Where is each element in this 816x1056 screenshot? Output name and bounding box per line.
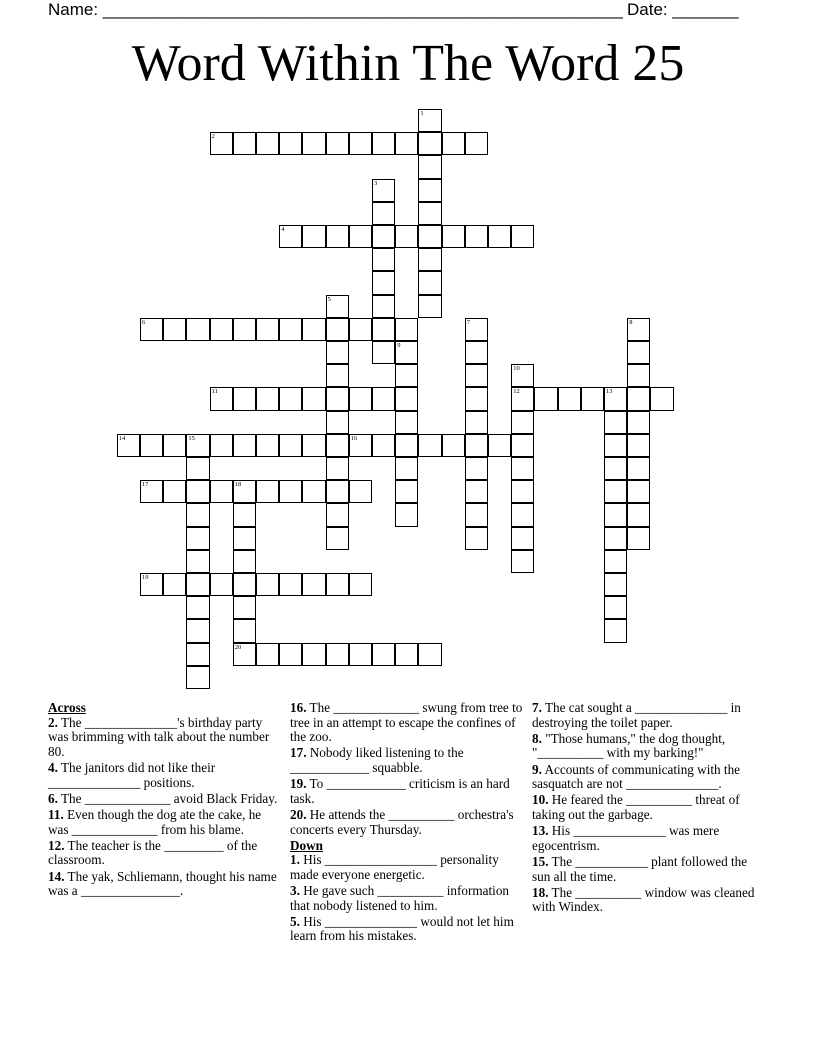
grid-cell[interactable] [604, 573, 627, 596]
grid-cell[interactable] [117, 434, 140, 457]
grid-cell[interactable] [372, 434, 395, 457]
grid-cell[interactable] [395, 434, 418, 457]
grid-cell[interactable] [233, 596, 256, 619]
clue-across-19 [290, 777, 526, 806]
clue-across-14 [48, 870, 284, 899]
grid-cell[interactable] [395, 387, 418, 410]
grid-cell[interactable] [604, 550, 627, 573]
grid-cell[interactable] [395, 132, 418, 155]
grid-cell[interactable] [604, 387, 627, 410]
cell-number: 1 [420, 110, 424, 117]
clue-number: 2. [48, 714, 58, 730]
grid-cell[interactable] [233, 480, 256, 503]
clue-number: 16. [290, 700, 307, 715]
grid-cell[interactable] [395, 411, 418, 434]
clue-down-18 [532, 886, 768, 915]
grid-cell[interactable] [233, 434, 256, 457]
grid-cell[interactable] [302, 573, 325, 596]
grid-cell[interactable] [465, 457, 488, 480]
grid-cell[interactable] [372, 318, 395, 341]
grid-cell[interactable] [349, 434, 372, 457]
grid-cell[interactable] [511, 225, 534, 248]
clue-across-6 [48, 792, 284, 807]
grid-cell[interactable] [465, 480, 488, 503]
clue-down-7 [532, 701, 768, 730]
grid-cell[interactable] [326, 387, 349, 410]
grid-cell[interactable] [395, 318, 418, 341]
grid-cell[interactable] [302, 643, 325, 666]
grid-cell[interactable] [511, 411, 534, 434]
grid-cell[interactable] [627, 480, 650, 503]
grid-cell[interactable] [326, 364, 349, 387]
grid-cell[interactable] [140, 573, 163, 596]
grid-cell[interactable] [326, 573, 349, 596]
clue-text: The __________ window was cleaned with Windex. [532, 884, 755, 915]
grid-cell[interactable] [326, 503, 349, 526]
grid-cell[interactable] [372, 341, 395, 364]
grid-cell[interactable] [186, 619, 209, 642]
grid-cell[interactable] [442, 434, 465, 457]
grid-cell[interactable] [465, 503, 488, 526]
grid-cell[interactable] [163, 480, 186, 503]
grid-cell[interactable] [511, 364, 534, 387]
grid-cell[interactable] [279, 480, 302, 503]
grid-cell[interactable] [465, 434, 488, 457]
grid-cell[interactable] [279, 387, 302, 410]
grid-cell[interactable] [395, 225, 418, 248]
grid-cell[interactable] [488, 434, 511, 457]
clue-text: He gave such __________ information that nobody listened to him. [290, 883, 510, 913]
cell-number: 6 [142, 318, 146, 326]
grid-cell[interactable] [418, 295, 441, 318]
grid-cell[interactable] [442, 132, 465, 155]
grid-cell[interactable] [326, 318, 349, 341]
clue-down-3 [290, 884, 526, 913]
grid-cell[interactable] [465, 341, 488, 364]
grid-cell[interactable] [210, 132, 233, 155]
clue-number: 13. [532, 823, 549, 839]
grid-cell[interactable] [395, 643, 418, 666]
grid-cell[interactable] [627, 387, 650, 410]
grid-cell[interactable] [256, 480, 279, 503]
grid-cell[interactable] [511, 434, 534, 457]
grid-cell[interactable] [210, 480, 233, 503]
clue-number: 10. [532, 792, 549, 808]
clue-text: The janitors did not like their ______________ positions. [48, 759, 216, 790]
clue-text: The ______________'s birthday party was brimming with talk about the number 80. [48, 714, 270, 759]
clue-number: 6. [48, 790, 58, 806]
grid-cell[interactable] [210, 387, 233, 410]
cell-number: 20 [234, 643, 242, 651]
grid-cell[interactable] [418, 109, 441, 132]
clue-across-20 [290, 808, 526, 837]
cell-number: 2 [211, 133, 215, 141]
clue-column-3 [532, 701, 768, 916]
grid-cell[interactable] [186, 596, 209, 619]
grid-cell[interactable] [233, 318, 256, 341]
down-heading: Down [290, 837, 323, 853]
grid-cell[interactable] [465, 387, 488, 410]
grid-cell[interactable] [302, 387, 325, 410]
clue-text: The teacher is the _________ of the classroom. [48, 837, 258, 868]
grid-cell[interactable] [326, 341, 349, 364]
grid-cell[interactable] [627, 434, 650, 457]
grid-cell[interactable] [186, 457, 209, 480]
clue-down-8 [532, 732, 768, 761]
cell-number: 13 [606, 388, 613, 396]
grid-cell[interactable] [326, 643, 349, 666]
grid-cell[interactable] [279, 225, 302, 248]
grid-cell[interactable] [256, 387, 279, 410]
grid-cell[interactable] [279, 318, 302, 341]
cell-number: 7 [466, 318, 471, 326]
clue-number: 12. [48, 837, 65, 853]
clue-across-17 [290, 746, 526, 775]
grid-cell[interactable] [326, 295, 349, 318]
cell-number: 18 [234, 481, 242, 489]
cell-number: 4 [281, 226, 285, 233]
clue-text: The yak, Schliemann, thought his name was a _______________. [48, 868, 277, 899]
clue-text: The _____________ avoid Black Friday. [60, 790, 278, 806]
grid-cell[interactable] [186, 480, 209, 503]
grid-cell[interactable] [511, 387, 534, 410]
grid-cell[interactable] [233, 527, 256, 550]
grid-cell[interactable] [140, 480, 163, 503]
grid-cell[interactable] [256, 132, 279, 155]
grid-cell[interactable] [210, 434, 233, 457]
grid-cell[interactable] [372, 202, 395, 225]
grid-cell[interactable] [511, 527, 534, 550]
grid-cell[interactable] [186, 527, 209, 550]
clue-number: 20. [290, 806, 307, 822]
clue-down-10 [532, 793, 768, 822]
grid-cell[interactable] [465, 318, 488, 341]
grid-cell[interactable] [395, 503, 418, 526]
grid-cell[interactable] [418, 434, 441, 457]
clue-text: He attends the __________ orchestra's concerts every Thursday. [290, 806, 514, 837]
cell-number: 5 [327, 295, 331, 303]
clue-number: 7. [532, 700, 542, 715]
clue-number: 3. [290, 883, 300, 899]
grid-cell[interactable] [465, 527, 488, 550]
name-field[interactable]: Name: _______________________________________________________ [48, 0, 623, 19]
clue-text: Accounts of communicating with the sasquatch are not ______________. [532, 761, 741, 792]
grid-cell[interactable] [163, 573, 186, 596]
cell-number: 11 [211, 388, 218, 396]
grid-cell[interactable] [233, 387, 256, 410]
grid-cell[interactable] [186, 318, 209, 341]
clue-down-15 [532, 855, 768, 884]
grid-cell[interactable] [349, 318, 372, 341]
grid-cell[interactable] [418, 271, 441, 294]
grid-cell[interactable] [302, 225, 325, 248]
grid-cell[interactable] [604, 480, 627, 503]
clue-down-5 [290, 915, 526, 944]
grid-cell[interactable] [604, 527, 627, 550]
cell-number: 14 [118, 434, 126, 442]
clue-number: 5. [290, 913, 300, 929]
grid-cell[interactable] [581, 387, 604, 410]
clue-across-12 [48, 839, 284, 868]
grid-cell[interactable] [418, 155, 441, 178]
clue-text: The ___________ plant followed the sun all the time. [532, 853, 748, 884]
clue-number: 4. [48, 759, 58, 775]
clue-column-2 [290, 701, 526, 946]
clue-across-2 [48, 716, 284, 760]
grid-cell[interactable] [418, 248, 441, 271]
grid-cell[interactable] [233, 132, 256, 155]
grid-cell[interactable] [140, 318, 163, 341]
grid-cell[interactable] [395, 480, 418, 503]
grid-cell[interactable] [534, 387, 557, 410]
clue-down-9 [532, 763, 768, 792]
grid-cell[interactable] [372, 248, 395, 271]
grid-cell[interactable] [627, 364, 650, 387]
grid-cell[interactable] [604, 503, 627, 526]
grid-cell[interactable] [349, 132, 372, 155]
grid-cell[interactable] [326, 434, 349, 457]
clue-number: 17. [290, 745, 307, 761]
grid-cell[interactable] [279, 132, 302, 155]
clue-number: 11. [48, 806, 64, 822]
grid-cell[interactable] [349, 643, 372, 666]
grid-cell[interactable] [279, 573, 302, 596]
grid-cell[interactable] [627, 503, 650, 526]
grid-cell[interactable] [650, 387, 673, 410]
grid-cell[interactable] [604, 619, 627, 642]
grid-cell[interactable] [256, 434, 279, 457]
clue-text: Even though the dog ate the cake, he was _____________ from his blame. [48, 806, 262, 837]
grid-cell[interactable] [349, 225, 372, 248]
clue-across-16 [290, 701, 526, 745]
grid-cell[interactable] [372, 387, 395, 410]
grid-cell[interactable] [372, 295, 395, 318]
grid-cell[interactable] [488, 225, 511, 248]
grid-cell[interactable] [326, 225, 349, 248]
cell-number: 10 [513, 365, 520, 373]
grid-cell[interactable] [233, 619, 256, 642]
clue-number: 1. [290, 852, 300, 868]
grid-cell[interactable] [442, 225, 465, 248]
grid-cell[interactable] [210, 318, 233, 341]
clue-text: His ______________ was mere egocentrism. [532, 823, 720, 853]
grid-cell[interactable] [372, 643, 395, 666]
clue-number: 15. [532, 853, 549, 869]
grid-cell[interactable] [233, 573, 256, 596]
cell-number: 16 [350, 434, 358, 442]
cell-number: 19 [142, 574, 149, 581]
grid-cell[interactable] [372, 132, 395, 155]
clue-number: 8. [532, 730, 542, 746]
grid-cell[interactable] [349, 387, 372, 410]
grid-cell[interactable] [233, 643, 256, 666]
date-field[interactable]: Date: _______ [627, 0, 739, 19]
across-heading: Across [48, 700, 86, 715]
clue-column-1 [48, 701, 284, 900]
cell-number: 17 [142, 481, 149, 489]
grid-cell[interactable] [186, 573, 209, 596]
grid-cell[interactable] [302, 132, 325, 155]
grid-cell[interactable] [511, 480, 534, 503]
grid-cell[interactable] [627, 411, 650, 434]
grid-cell[interactable] [349, 573, 372, 596]
grid-cell[interactable] [395, 364, 418, 387]
grid-cell[interactable] [465, 225, 488, 248]
grid-cell[interactable] [140, 434, 163, 457]
grid-cell[interactable] [604, 596, 627, 619]
grid-cell[interactable] [465, 411, 488, 434]
clue-text: He feared the __________ threat of taking out the garbage. [532, 792, 740, 822]
cell-number: 12 [513, 388, 520, 396]
grid-cell[interactable] [627, 318, 650, 341]
grid-cell[interactable] [186, 434, 209, 457]
clue-down-13 [532, 824, 768, 853]
grid-cell[interactable] [326, 132, 349, 155]
clue-text: The cat sought a ______________ in destroying the toilet paper. [532, 700, 741, 730]
grid-cell[interactable] [511, 457, 534, 480]
grid-cell[interactable] [163, 318, 186, 341]
grid-cell[interactable] [372, 271, 395, 294]
cell-number: 3 [374, 179, 378, 187]
grid-cell[interactable] [302, 480, 325, 503]
page-title: Word Within The Word 25 [131, 35, 685, 92]
grid-cell[interactable] [418, 132, 441, 155]
grid-cell[interactable] [627, 527, 650, 550]
clue-text: "Those humans," the dog thought, "__________ with my barking!" [532, 730, 726, 761]
grid-cell[interactable] [395, 341, 418, 364]
clue-down-1 [290, 853, 526, 882]
clue-number: 14. [48, 868, 65, 884]
grid-cell[interactable] [163, 434, 186, 457]
grid-cell[interactable] [372, 225, 395, 248]
grid-cell[interactable] [349, 480, 372, 503]
grid-cell[interactable] [302, 434, 325, 457]
grid-cell[interactable] [279, 434, 302, 457]
grid-cell[interactable] [604, 411, 627, 434]
grid-cell[interactable] [372, 179, 395, 202]
clue-text: His _________________ personality made everyone energetic. [290, 852, 499, 882]
grid-cell[interactable] [465, 132, 488, 155]
clue-number: 19. [290, 776, 307, 792]
grid-cell[interactable] [418, 225, 441, 248]
grid-cell[interactable] [302, 318, 325, 341]
clue-number: 18. [532, 884, 549, 900]
clue-across-4 [48, 761, 284, 790]
grid-cell[interactable] [233, 503, 256, 526]
grid-cell[interactable] [418, 643, 441, 666]
grid-cell[interactable] [604, 457, 627, 480]
grid-cell[interactable] [326, 457, 349, 480]
clue-text: Nobody liked listening to the ____________ squabble. [290, 745, 464, 775]
grid-cell[interactable] [627, 341, 650, 364]
grid-cell[interactable] [511, 503, 534, 526]
clue-number: 9. [532, 761, 542, 777]
clue-text: The _____________ swung from tree to tree in an attempt to escape the confines of the zoo. [290, 700, 523, 745]
clue-text: His ______________ would not let him learn from his mistakes. [290, 913, 514, 944]
grid-cell[interactable] [279, 643, 302, 666]
grid-cell[interactable] [210, 573, 233, 596]
clue-across-11 [48, 808, 284, 837]
grid-cell[interactable] [186, 550, 209, 573]
grid-cell[interactable] [395, 457, 418, 480]
grid-cell[interactable] [233, 550, 256, 573]
cell-number: 9 [397, 342, 401, 349]
grid-cell[interactable] [558, 387, 581, 410]
cell-number: 15 [188, 434, 195, 442]
grid-cell[interactable] [418, 179, 441, 202]
cell-number: 8 [629, 318, 633, 326]
grid-cell[interactable] [256, 643, 279, 666]
grid-cell[interactable] [465, 364, 488, 387]
grid-cell[interactable] [511, 550, 534, 573]
clue-text: To ____________ criticism is an hard task. [290, 776, 510, 806]
grid-cell[interactable] [186, 503, 209, 526]
grid-cell[interactable] [418, 202, 441, 225]
grid-cell[interactable] [256, 573, 279, 596]
grid-cell[interactable] [186, 643, 209, 666]
grid-cell[interactable] [326, 411, 349, 434]
grid-cell[interactable] [627, 457, 650, 480]
grid-cell[interactable] [256, 318, 279, 341]
grid-cell[interactable] [326, 527, 349, 550]
grid-cell[interactable] [604, 434, 627, 457]
grid-cell[interactable] [186, 666, 209, 689]
grid-cell[interactable] [326, 480, 349, 503]
